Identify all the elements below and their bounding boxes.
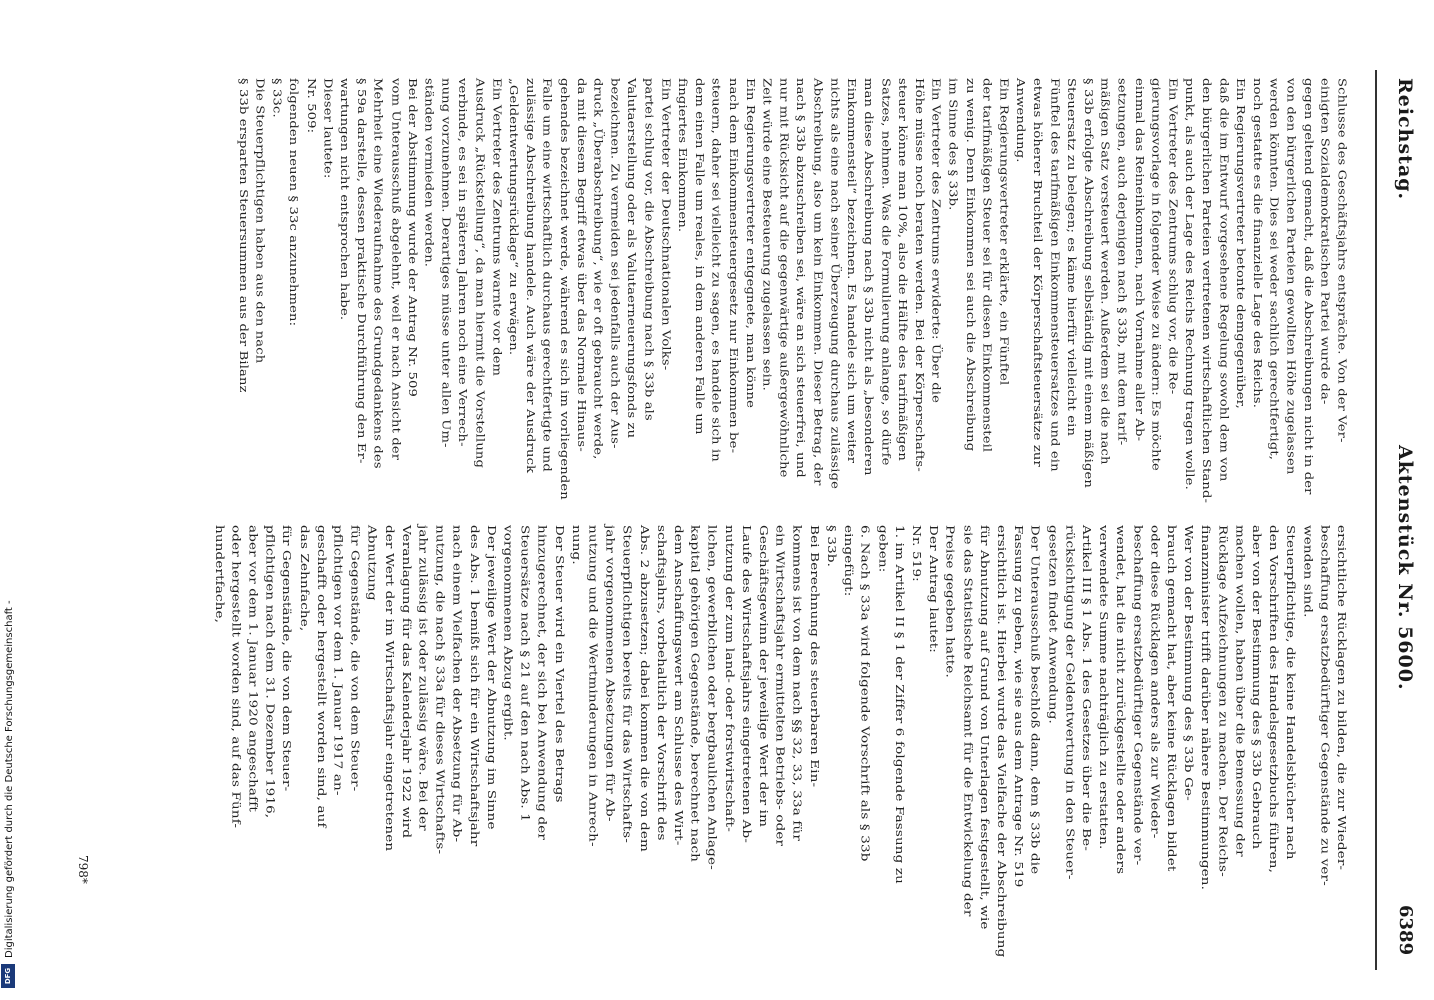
text-line: 6. Nach § 33a wird folgende Vorschrift als § 33b xyxy=(858,525,873,862)
text-line: noch gestatte es die finanzielle Lage des Reichs. xyxy=(1250,78,1264,409)
text-line: nichts als eine nach seiner Überzeugung durchaus zulässige xyxy=(827,78,842,490)
text-line: machen wollen, haben über die Bemessung der xyxy=(1232,525,1247,857)
text-line: oder hergestellt worden sind, auf das Fünf- xyxy=(229,525,243,829)
dfg-logo-text: DFG xyxy=(4,967,12,985)
text-line: Steuerpflichtige, die keine Handelsbücher nach xyxy=(1283,525,1298,860)
digitization-credit: Digitalisierung gefördert durch die Deutsche Forschungsgemeinschaft - xyxy=(4,600,15,958)
text-line: ständen vermieden werden. xyxy=(422,78,436,268)
text-line: Nr. 519: xyxy=(909,525,924,582)
text-line: gesetzen findet Anwendung. xyxy=(1045,525,1060,724)
text-line: einmal das Reineinkommen, nach Vornahme aller Ab- xyxy=(1132,78,1146,442)
text-line: den bürgerlichen Parteien vertretenen wirtschaftlichen Stand- xyxy=(1199,78,1214,504)
text-line: geschafft oder hergestellt worden sind, auf xyxy=(314,525,328,828)
text-line: folgenden neuen § 33c anzunehmen: xyxy=(287,78,301,327)
dfg-logo xyxy=(1,964,15,988)
text-line: wartungen nicht entsprochen habe. xyxy=(337,78,352,321)
text-line: Steuersatz zu belegen; es käme hierfür vielleicht ein xyxy=(1064,78,1078,437)
text-line: da mit diesem Begriff etwas über das Normale Hinaus- xyxy=(574,78,588,452)
text-line: im Sinne des § 33b. xyxy=(946,78,960,211)
text-line: nutzung und die Wertminderungen in Anrech- xyxy=(586,525,600,847)
text-line: nung vorzunehmen. Derartiges müsse unter allen Um- xyxy=(439,78,453,448)
text-line: beschaffung ersatzbedürftiger Gegenstände zu ver- xyxy=(1317,525,1332,886)
text-line: wendet, hat die nicht zurückgestellte oder anders xyxy=(1113,525,1128,875)
text-line: § 33c. xyxy=(270,78,284,118)
text-line: Laufe des Wirtschaftsjahrs eingetretenen Ab- xyxy=(739,525,753,843)
text-line: Ein Vertreter des Zentrums warnte vor dem xyxy=(489,78,504,377)
text-line: Steuerpflichtigen bereits für das Wirtschafts- xyxy=(620,525,634,843)
text-line: kommens ist von dem nach §§ 32, 33, 33a für xyxy=(790,525,804,841)
text-line: Valutaerstellung oder als Valutaerneuerungsfonds zu xyxy=(625,78,639,439)
text-line: Wer von der Bestimmung des § 33b Ge- xyxy=(1181,525,1196,801)
text-line: gehendes bezeichnet werde, während es sich im vorliegenden xyxy=(557,78,571,500)
text-line: druck „Überabschreibung“, wie er oft gebraucht werde, xyxy=(591,78,605,460)
text-line: Abschreibung, also um kein Einkommen. Dieser Betrag, der xyxy=(811,78,825,486)
text-line: Preise gegeben hatte. xyxy=(943,525,958,678)
column-left xyxy=(210,525,1350,957)
text-line: brauch gemacht hat, aber keine Rücklagen bildet xyxy=(1164,525,1179,872)
text-line: Nr. 509: xyxy=(304,78,318,134)
text-line: Ausdruck „Rückstellung“, da man hiermit die Vorstellung xyxy=(473,78,487,469)
text-line: nach dem Einkommensteuergesetz nur Einkommen be- xyxy=(726,78,740,454)
text-line: Anwendung. xyxy=(1013,78,1028,163)
text-line: steuern, daher sei vielleicht zu sagen, es handele sich in xyxy=(709,78,724,462)
text-line: mäßigen Satz versteuert werden. Außerdem sei die nach xyxy=(1098,78,1112,465)
text-line: bezeichnen. Zu vermeiden sei jedenfalls auch der Aus- xyxy=(608,78,622,449)
text-line: Ein Regierungsvertreter entgegnete, man könne xyxy=(743,78,757,409)
text-line: punkt, als auch der Lage des Reichs Rechnung tragen wolle. xyxy=(1182,78,1197,490)
text-line: gegen geltend gemacht, daß die Abschreibungen nicht in der xyxy=(1301,78,1315,495)
text-line: ersichtliche Rücklagen zu bilden, die zur Wieder- xyxy=(1334,525,1349,871)
text-line: für Abnutzung auf Grund von Unterlagen festgestellt, wie xyxy=(977,525,992,930)
text-line: vorgenommenen Abzug ergibt. xyxy=(501,525,515,741)
footer-page-ref: 798* xyxy=(76,855,90,884)
text-line: „Geldentwertungsrücklage“ zu erwägen. xyxy=(506,78,521,356)
text-line: § 33b ersparten Steuersummen aus der Bilanz xyxy=(236,78,250,393)
text-line: aber von der Bestimmung des § 33b Gebrauch xyxy=(1249,525,1264,850)
text-line: dem Anschaffungswert am Schlusse des Wirt- xyxy=(671,525,685,846)
text-line: zulässige Abschreibung handele. Auch wäre der Ausdruck xyxy=(523,78,538,474)
text-line: Ein Regierungsvertreter erklärte, ein Fünftel xyxy=(996,78,1011,386)
text-line: Artikel III § 1 Abs. 1 des Gesetzes über die Be- xyxy=(1079,525,1094,851)
text-line: der tarifmäßigen Steuer sei für diesen Einkommensteil xyxy=(980,78,994,453)
text-line: steuer könne man 10%, also die Hälfte des tarifmäßigen xyxy=(895,78,909,461)
column-right xyxy=(235,78,1350,503)
text-line: geben: xyxy=(875,525,890,573)
text-line: Ein Vertreter des Zentrums erwiderte: Über die xyxy=(929,78,943,403)
text-line: Bei Berechnung des steuerbaren Ein- xyxy=(807,525,822,788)
text-line: den Vorschriften des Handelsgesetzbuchs führen, xyxy=(1266,525,1281,874)
header-title-left: Reichstag. xyxy=(1394,78,1416,201)
text-line: der Wert der im Wirtschaftsjahr eingetretenen xyxy=(382,525,396,852)
text-line: vom Unterausschuß abgelehnt, weil er nach Ansicht der xyxy=(388,78,402,461)
text-line: jahr zulässig ist oder zulässig wäre. Bei der xyxy=(416,525,430,831)
text-line: nutzung, die nach § 33a für dieses Wirtschafts- xyxy=(433,525,447,855)
text-line: Veranlagung für das Kalenderjahr 1922 wird xyxy=(399,525,413,839)
text-line: schaftsjahrs, vorbehaltlich der Vorschrift des xyxy=(654,525,668,841)
text-line: pflichtigen vor dem 1. Januar 1917 an- xyxy=(331,525,345,796)
text-line: für Gegenstände, die von dem Steuer- xyxy=(280,525,294,792)
text-line: Die Steuerpflichtigen haben aus den nach xyxy=(253,78,267,364)
text-line: § 33b. xyxy=(824,525,839,568)
text-line: finanzminister trifft darüber nähere Bestimmungen. xyxy=(1198,525,1213,891)
text-line: Falle um eine wirtschaftlich durchaus gerechtfertigte und xyxy=(540,78,555,472)
text-line: des Abs. 1 bemißt sich für ein Wirtschaftsjahr xyxy=(467,525,481,847)
text-line: Dieser lautete: xyxy=(320,78,335,179)
text-line: kapital gehörigen Gegenstände, berechnet nach xyxy=(688,525,702,862)
text-line: nach § 33b abzuschreiben sei, wäre an sich steuerfrei, und xyxy=(794,78,808,478)
text-line: Fünftel des tarifmäßigen Einkommensteuersatzes und ein xyxy=(1047,78,1062,472)
text-line: einigten Sozialdemokratischen Partei wurde da- xyxy=(1318,78,1332,405)
text-line: Geschäftsgewinn der jeweilige Wert der im xyxy=(756,525,770,828)
text-line: gierungsvorlage in folgender Weise zu ändern: Es möchte xyxy=(1149,78,1163,471)
text-line: Ein Regierungsvertreter betonte demgegenüber, xyxy=(1233,78,1247,409)
text-line: rücksichtigung der Geldentwertung in den Steuer- xyxy=(1062,525,1077,880)
text-line: ein Wirtschaftsjahr ermittelten Betriebs- oder xyxy=(773,525,787,847)
text-line: Höhe müsse noch beraten werden. Bei der Körperschafts- xyxy=(912,78,926,472)
text-line: Abs. 2 abzusetzen; dabei kommen die von dem xyxy=(637,525,651,852)
text-line: Schlusse des Geschäftsjahrs entspräche. Von der Ver- xyxy=(1334,78,1349,443)
text-line: Abnutzung xyxy=(365,525,379,601)
text-line: nutzung der zum land- oder forstwirtschaft- xyxy=(722,525,736,832)
text-line: 1. im Artikel II § 1 der Ziffer 6 folgende Fassung zu xyxy=(892,525,907,884)
page-number: 6389 xyxy=(1395,905,1416,956)
header-title-right: Aktenstück Nr. 5600. xyxy=(1394,445,1416,691)
text-line: Der jeweilige Wert der Abnutzung im Sinne xyxy=(484,525,498,830)
text-line: lichen, gewerblichen oder bergbaulichen Anlage- xyxy=(705,525,719,870)
text-line: Steuersätze nach § 21 auf den nach Abs. 1 xyxy=(518,525,532,822)
text-line: Zeit würde eine Besteuerung zugelassen sein. xyxy=(760,78,774,391)
text-line: etwas höherer Bruchteil der Körperschaftsteuersätze zur xyxy=(1030,78,1045,467)
text-line: Fassung zu geben, wie sie aus dem Antrage Nr. 519 xyxy=(1011,525,1026,888)
text-line: Einkommensteil“ bezeichnen. Es handele sich um weiter xyxy=(844,78,859,464)
text-line: § 33b erfolgte Abschreibung selbständig mit einem mäßigen xyxy=(1081,78,1095,488)
text-line: eingefügt: xyxy=(841,525,856,597)
text-line: Ein Vertreter des Zentrums schlug vor, die Re- xyxy=(1165,78,1180,395)
text-line: wenden sind. xyxy=(1300,525,1315,618)
text-line: dem einen Falle um reales, in dem anderen Falle um xyxy=(692,78,707,435)
text-line: aber vor dem 1. Januar 1920 angeschafft xyxy=(246,525,260,812)
text-line: nung. xyxy=(569,525,583,565)
text-line: Mehrheit eine Wiederaufnahme des Grundgedankens des xyxy=(371,78,386,469)
text-line: hundertfache, xyxy=(212,525,226,624)
text-line: partei schlug vor, die Abschreibung nach § 33b als xyxy=(642,78,656,421)
text-line: man diese Abschreibung nach § 33b nicht als „besonderen xyxy=(861,78,876,476)
text-line: verwendete Summe nachträglich zu erstatten. xyxy=(1096,525,1111,850)
text-line: beschaffung ersatzbedürftiger Gegenstände ver- xyxy=(1130,525,1145,866)
text-line: zu wenig. Denn Einkommen sei auch die Abschreibung xyxy=(963,78,977,452)
text-line: werden könnten. Dies sei weder sachlich gerechtfertigt, xyxy=(1267,78,1281,461)
text-line: hinzugerechnet, der sich bei Anwendung der xyxy=(535,525,549,840)
text-line: verbinde, es sei in späteren Jahren noch eine Verrech- xyxy=(456,78,470,447)
text-line: Bei der Abstimmung wurde der Antrag Nr. 509 xyxy=(405,78,419,398)
header-rule xyxy=(1375,70,1377,970)
text-line: jahr vorgenommenen Absetzungen für Ab- xyxy=(603,525,617,822)
text-line: Der Steuer wird ein Viertel des Betrags xyxy=(552,525,566,803)
text-line: nach einem Vielfachen der Absetzung für Ab- xyxy=(450,525,464,843)
text-line: Rücklage Aufzeichnungen zu machen. Der Reichs- xyxy=(1215,525,1230,877)
text-line: sie das Statistische Reichsamt für die Entwickelung der xyxy=(960,525,975,917)
text-line: das Zehnfache, xyxy=(297,525,311,632)
text-line: oder diese Rücklagen anders als zur Wieder- xyxy=(1147,525,1162,839)
text-line: daß die im Entwurf vorgesehene Regelung sowohl dem von xyxy=(1216,78,1231,482)
text-line: Satzes, nehmen. Was die Formulierung anlange, so dürfe xyxy=(878,78,893,466)
text-line: ersichtlich ist. Hierbei wurde das Vielfache der Abschreibung xyxy=(994,525,1009,958)
text-line: setzungen, auch derjenigen nach § 33b, mit dem tarif- xyxy=(1115,78,1129,446)
text-line: für Gegenstände, die von dem Steuer- xyxy=(348,525,362,792)
text-line: Der Antrag lautet: xyxy=(926,525,941,654)
text-line: § 59a darstelle, dessen praktische Durchführung den Er- xyxy=(354,78,369,464)
text-line: Der Unterausschuß beschloß dann, dem § 33b die xyxy=(1028,525,1043,875)
text-line: pflichtigen nach dem 31. Dezember 1916, xyxy=(263,525,277,819)
text-line: von den bürgerlichen Parteien gewollten Höhe zugelassen xyxy=(1284,78,1298,475)
text-line: fingiertes Einkommen. xyxy=(675,78,690,233)
text-line: Ein Vertreter der Deutschnationalen Volks- xyxy=(658,78,673,371)
text-line: nur mit Rücksicht auf die gegenwärtige außergewöhnliche xyxy=(777,78,791,478)
